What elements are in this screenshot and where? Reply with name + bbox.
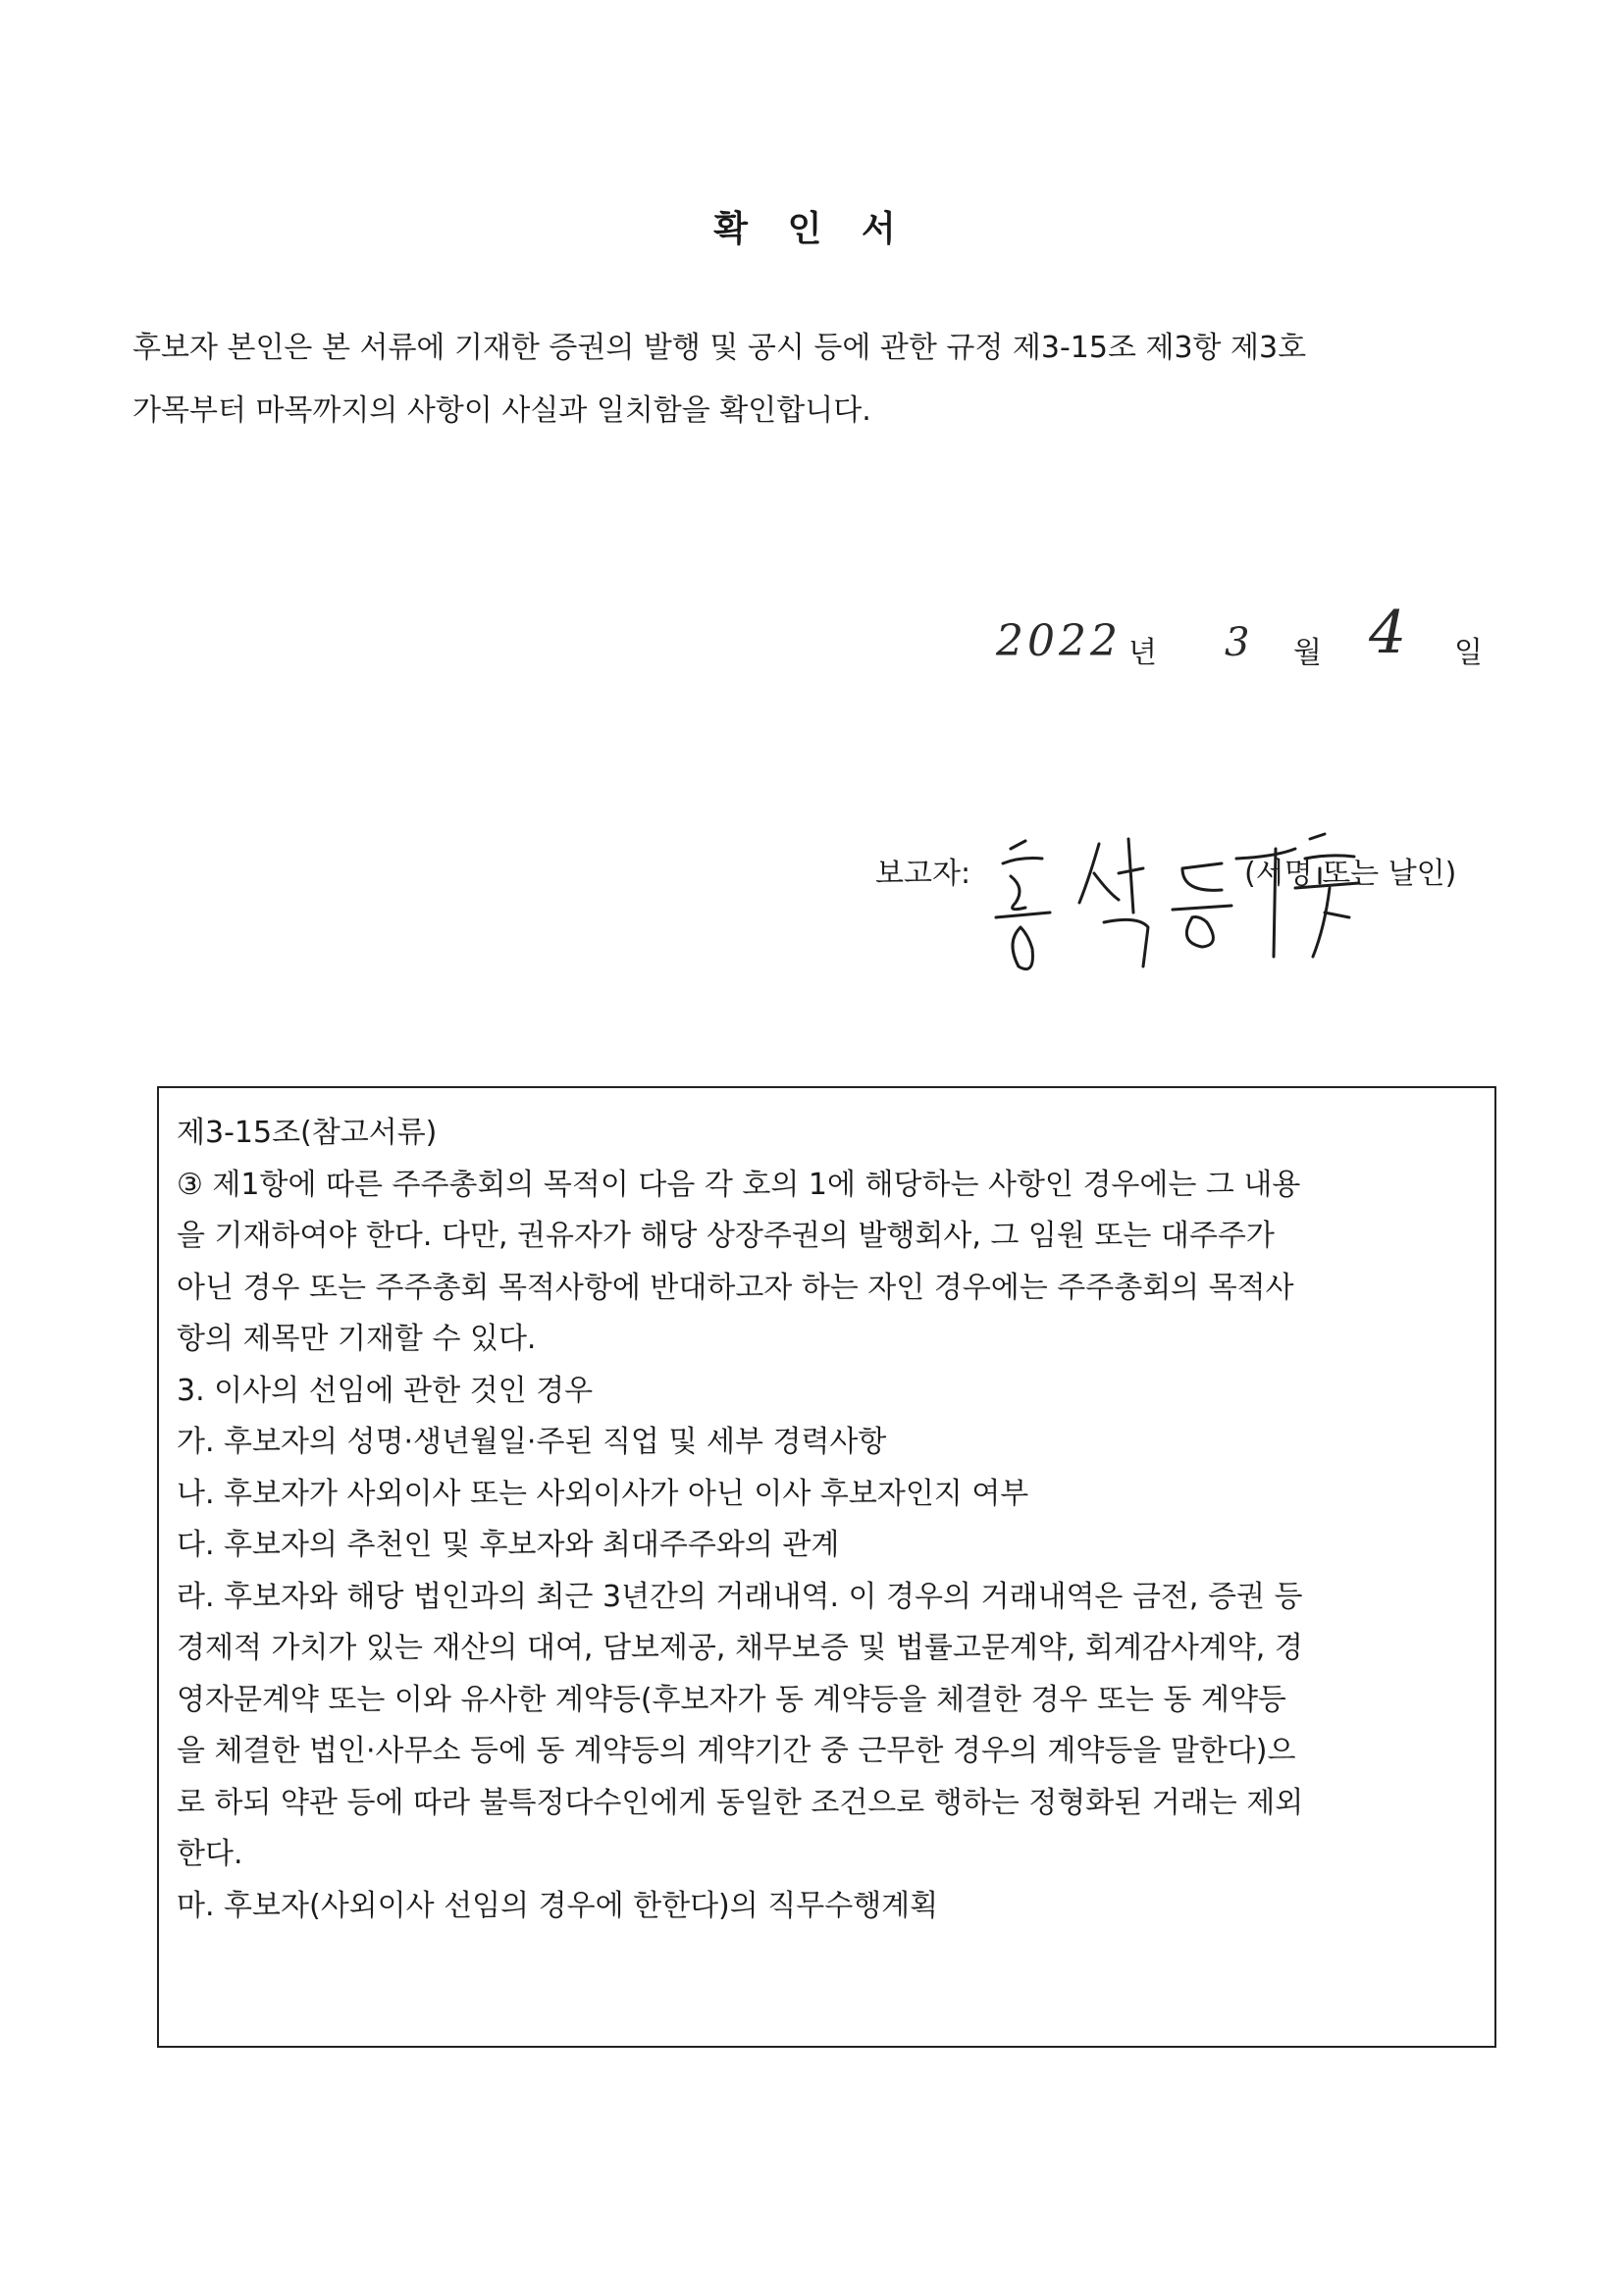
- reference-line: 3. 이사의 선임에 관한 것인 경우: [177, 1373, 594, 1408]
- signature-note: (서명 또는 날인): [1244, 857, 1457, 891]
- handwritten-signature: [981, 819, 1393, 986]
- reference-line: 영자문계약 또는 이와 유사한 계약등(후보자가 동 계약등을 체결한 경우 또는 동 계약등: [177, 1682, 1286, 1717]
- reporter-label: 보고자:: [875, 857, 971, 891]
- reference-line: 마. 후보자(사외이사 선임의 경우에 한한다)의 직무수행계획: [177, 1888, 939, 1923]
- reference-line: 라. 후보자와 해당 법인과의 최근 3년간의 거래내역. 이 경우의 거래내역은 금전, 증권 등: [177, 1579, 1303, 1614]
- statement-line-2: 가목부터 마목까지의 사항이 사실과 일치함을 확인합니다.: [132, 393, 871, 428]
- reference-line: 로 하되 약관 등에 따라 불특정다수인에게 동일한 조건으로 행하는 정형화된 거래는 제외: [177, 1785, 1304, 1820]
- reference-line: 다. 후보자의 추천인 및 후보자와 최대주주와의 관계: [177, 1528, 840, 1562]
- date-day-handwritten: 4: [1369, 599, 1407, 667]
- reference-regulation-box: [157, 1086, 1496, 2048]
- reference-line: 아닌 경우 또는 주주총회 목적사항에 반대하고자 하는 자인 경우에는 주주총회의 목적사: [177, 1270, 1294, 1305]
- reporter-row: [0, 829, 1623, 1006]
- reference-line: 을 체결한 법인·사무소 등에 동 계약등의 계약기간 중 근무한 경우의 계약등을 말한다)으: [177, 1734, 1296, 1768]
- reference-line: 나. 후보자가 사외이사 또는 사외이사가 아닌 이사 후보자인지 여부: [177, 1476, 1029, 1511]
- reference-line: 한다.: [177, 1837, 243, 1871]
- reference-line: 항의 제목만 기재할 수 있다.: [177, 1322, 537, 1356]
- statement-line-1: 후보자 본인은 본 서류에 기재한 증권의 발행 및 공시 등에 관한 규정 제3-15조 제3항 제3호: [132, 331, 1307, 365]
- confirmation-statement: [132, 317, 1506, 443]
- reference-line: ③ 제1항에 따른 주주총회의 목적이 다음 각 호의 1에 해당하는 사항인 경우에는 그 내용: [177, 1167, 1301, 1202]
- reference-line: 경제적 가치가 있는 재산의 대여, 담보제공, 채무보증 및 법률고문계약, 회계감사계약, 경: [177, 1631, 1303, 1665]
- date-month-handwritten: 3: [1225, 620, 1250, 665]
- reference-line: 제3-15조(참고서류): [177, 1116, 438, 1150]
- reference-line: 을 기재하여야 한다. 다만, 권유자가 해당 상장주권의 발행회사, 그 임원 또는 대주주가: [177, 1219, 1275, 1253]
- date-year-suffix: 년: [1128, 636, 1157, 670]
- date-day-suffix: 일: [1454, 636, 1483, 670]
- reference-text: [177, 1108, 1482, 1932]
- date-row: [0, 599, 1623, 687]
- date-year-handwritten: 2022: [996, 616, 1122, 666]
- reference-line: 가. 후보자의 성명·생년월일·주된 직업 및 세부 경력사항: [177, 1425, 887, 1459]
- document-title: 확 인 서: [713, 209, 910, 249]
- date-month-suffix: 월: [1293, 636, 1322, 670]
